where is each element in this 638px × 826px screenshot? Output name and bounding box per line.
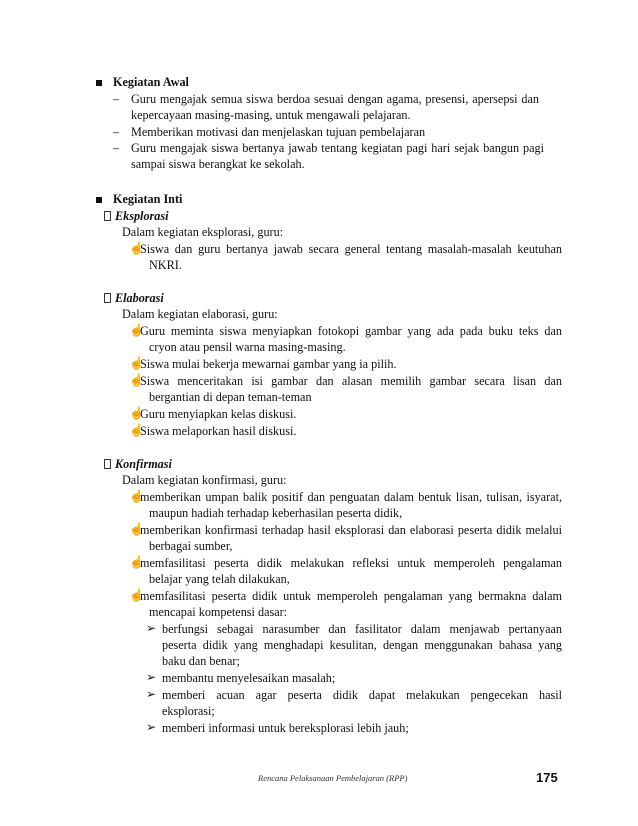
square-bullet-icon [96, 80, 102, 86]
konfirmasi-sub-1: berfungsi sebagai narasumber dan fasilitator dalam menjawab pertanyaan [162, 622, 562, 636]
konfirmasi-sub-2: peserta didik yang menghadapi kesulitan, dengan menggunakan bahasa yang [162, 638, 562, 652]
awal-line-3: Memberikan motivasi dan menjelaskan tujuan pembelajaran [131, 125, 426, 139]
awal-line-1: Guru mengajak semua siswa berdoa sesuai dengan agama, presensi, apersepsi dan [131, 92, 539, 106]
pointing-hand-icon: ☝ [129, 489, 144, 503]
elaborasi-line-5: bergantian di depan teman-teman [149, 390, 312, 404]
konfirmasi-line-4: berbagai sumber, [149, 539, 233, 553]
dash-bullet-icon: – [113, 141, 120, 155]
konfirmasi-line-8: mencapai kompetensi dasar: [149, 605, 288, 619]
pointing-hand-icon: ☝ [129, 373, 144, 387]
pointing-hand-icon: ☝ [129, 323, 144, 337]
eksplorasi-line-1: Siswa dan guru bertanya jawab secara general tentang masalah-masalah keutuhan [140, 242, 562, 256]
pointing-hand-icon: ☝ [129, 522, 144, 536]
pointing-hand-icon: ☝ [129, 406, 144, 420]
awal-line-2: kepercayaan masing-masing, untuk mengawali pelajaran. [131, 108, 411, 122]
konfirmasi-sub-3: baku dan benar; [162, 654, 240, 668]
pointing-hand-icon: ☝ [129, 588, 144, 602]
awal-line-4: Guru mengajak siswa bertanya jawab tentang kegiatan pagi hari sejak bangun pagi [131, 141, 544, 155]
arrow-bullet-icon: ➢ [146, 670, 157, 684]
pointing-hand-icon: ☝ [129, 241, 144, 255]
square-bullet-icon [96, 197, 102, 203]
dash-bullet-icon: – [113, 125, 120, 139]
elaborasi-line-3: Siswa mulai bekerja mewarnai gambar yang ia pilih. [140, 357, 397, 371]
konfirmasi-line-3: memberikan konfirmasi terhadap hasil eksplorasi dan elaborasi peserta didik melalui [140, 523, 562, 537]
konfirmasi-sub-5: memberi acuan agar peserta didik dapat melakukan pengecekan hasil [162, 688, 562, 702]
footer-title: Rencana Pelaksanaan Pembelajaran (RPP) [258, 773, 408, 783]
elaborasi-line-1: Guru meminta siswa menyiapkan fotokopi gambar yang ada pada buku teks dan [140, 324, 562, 338]
subsection-title-konfirmasi: Konfirmasi [104, 456, 172, 472]
konfirmasi-intro: Dalam kegiatan konfirmasi, guru: [122, 473, 287, 487]
page-number: 175 [536, 770, 558, 785]
arrow-bullet-icon: ➢ [146, 720, 157, 734]
elaborasi-line-6: Guru menyiapkan kelas diskusi. [140, 407, 297, 421]
dash-bullet-icon: – [113, 92, 120, 106]
elaborasi-intro: Dalam kegiatan elaborasi, guru: [122, 307, 278, 321]
subsection-title-eksplorasi: Eksplorasi [104, 208, 169, 224]
pointing-hand-icon: ☝ [129, 356, 144, 370]
section-title-awal: Kegiatan Awal [113, 75, 189, 89]
konfirmasi-line-2: maupun hadiah terhadap keberhasilan peserta didik, [149, 506, 403, 520]
box-bullet-icon [104, 211, 111, 221]
konfirmasi-line-6: belajar yang telah dilakukan, [149, 572, 290, 586]
arrow-bullet-icon: ➢ [146, 621, 157, 635]
konfirmasi-sub-7: memberi informasi untuk bereksplorasi lebih jauh; [162, 721, 409, 735]
eksplorasi-intro: Dalam kegiatan eksplorasi, guru: [122, 225, 284, 239]
elaborasi-line-4: Siswa menceritakan isi gambar dan alasan memilih gambar secara lisan dan [140, 374, 562, 388]
konfirmasi-sub-4: membantu menyelesaikan masalah; [162, 671, 336, 685]
pointing-hand-icon: ☝ [129, 423, 144, 437]
box-bullet-icon [104, 459, 111, 469]
arrow-bullet-icon: ➢ [146, 687, 157, 701]
elaborasi-line-2: cryon atau pensil warna masing-masing. [149, 340, 346, 354]
section-title-inti: Kegiatan Inti [113, 192, 183, 206]
konfirmasi-sub-6: eksplorasi; [162, 704, 215, 718]
box-bullet-icon [104, 293, 111, 303]
konfirmasi-line-1: memberikan umpan balik positif dan penguatan dalam bentuk lisan, tulisan, isyarat, [140, 490, 562, 504]
konfirmasi-line-5: memfasilitasi peserta didik melakukan refleksi untuk memperoleh pengalaman [140, 556, 562, 570]
eksplorasi-line-2: NKRI. [149, 258, 182, 272]
konfirmasi-line-7: memfasilitasi peserta didik untuk memperoleh pengalaman yang bermakna dalam [140, 589, 562, 603]
elaborasi-line-7: Siswa melaporkan hasil diskusi. [140, 424, 297, 438]
pointing-hand-icon: ☝ [129, 555, 144, 569]
awal-line-5: sampai siswa berangkat ke sekolah. [131, 157, 305, 171]
subsection-title-elaborasi: Elaborasi [104, 290, 164, 306]
